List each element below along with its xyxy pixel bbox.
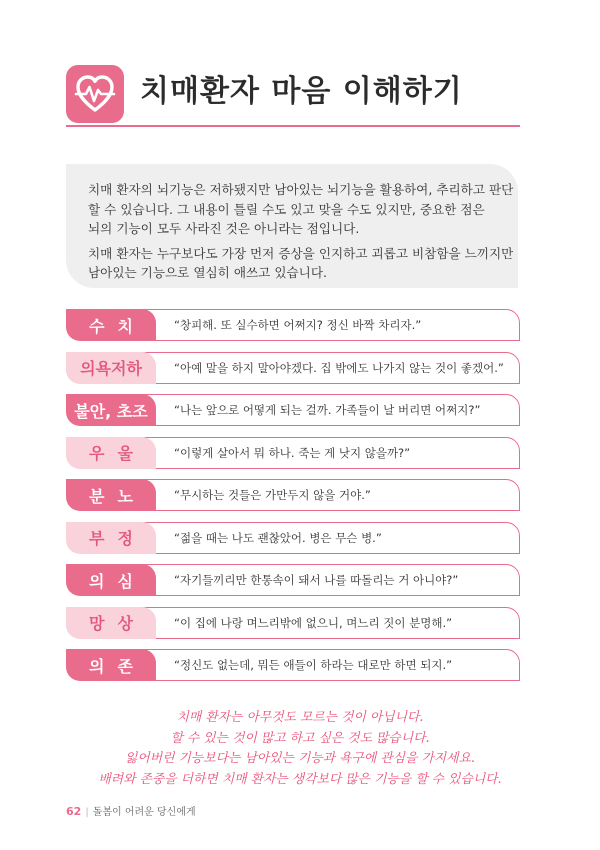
emotion-quote: “젊을 때는 나도 괜찮았어. 병은 무슨 병.” <box>174 530 382 545</box>
emotion-quote: “무시하는 것들은 가만두지 않을 거야.” <box>174 488 371 502</box>
page-title: 치매환자 마음 이해하기 <box>140 74 463 109</box>
closing-message <box>60 708 540 790</box>
emotion-label <box>66 437 156 469</box>
intro-line: 뇌의 기능이 모두 사라진 것은 아니라는 점입니다. <box>88 221 360 236</box>
emotion-label-char: 수 <box>89 316 105 336</box>
closing-line: 치매 환자는 아무것도 모르는 것이 아닙니다. <box>176 710 424 725</box>
emotion-label-text <box>89 569 133 592</box>
emotion-quote: “이렇게 살아서 뭐 하나. 죽는 게 낫지 않을까?” <box>174 445 411 460</box>
emotion-label <box>66 394 156 426</box>
emotion-label-text <box>89 484 133 507</box>
closing-line: 배려와 존중을 더하면 치매 환자는 생각보다 많은 기능을 할 수 있습니다. <box>98 771 502 787</box>
emotion-row <box>66 649 520 681</box>
emotion-label <box>66 564 156 596</box>
emotion-row <box>66 607 520 639</box>
emotion-list <box>66 309 520 692</box>
emotion-label-char: 부 <box>89 529 105 548</box>
intro-line: 치매 환자의 뇌기능은 저하됐지만 남아있는 뇌기능을 활용하여, 추리하고 판단 <box>88 182 514 197</box>
emotion-label <box>66 479 156 511</box>
title-underline <box>66 125 520 127</box>
emotion-label-char: 분 <box>89 486 105 506</box>
emotion-label-text <box>89 314 133 337</box>
emotion-label <box>66 309 156 341</box>
emotion-quote: “이 집에 나랑 며느리밖에 없으니, 며느리 짓이 분명해.” <box>174 615 453 630</box>
emotion-label-char: 상 <box>117 614 133 633</box>
emotion-label <box>66 352 156 384</box>
page-footer <box>66 803 196 818</box>
intro-paragraph-2 <box>88 244 514 283</box>
emotion-label-char: 의 <box>89 571 105 591</box>
emotion-quote: “정신도 없는데, 뭐든 애들이 하라는 대로만 하면 되지.” <box>174 658 453 672</box>
emotion-row <box>66 394 520 426</box>
intro-box <box>66 164 518 288</box>
book-title: 돌봄이 어려운 당신에게 <box>92 807 196 818</box>
emotion-label <box>66 522 156 554</box>
emotion-label-text: 의욕저하 <box>80 359 142 378</box>
emotion-label <box>66 607 156 639</box>
emotion-row <box>66 437 520 469</box>
emotion-label-text: 불안, 초조 <box>74 401 148 421</box>
page-number: 62 <box>66 805 82 818</box>
emotion-label-text <box>89 526 133 549</box>
emotion-label-char: 치 <box>117 316 133 336</box>
emotion-label-char: 의 <box>89 656 105 676</box>
emotion-row <box>66 479 520 511</box>
intro-line: 남아있는 기능으로 열심히 애쓰고 있습니다. <box>88 265 327 280</box>
intro-line: 할 수 있습니다. 그 내용이 틀릴 수도 있고 맞을 수도 있지만, 중요한 점은 <box>88 201 485 217</box>
emotion-row <box>66 564 520 596</box>
emotion-row <box>66 522 520 554</box>
emotion-row <box>66 309 520 341</box>
emotion-label-char: 우 <box>89 444 105 463</box>
emotion-label-char: 울 <box>117 444 133 463</box>
emotion-label <box>66 649 156 681</box>
emotion-label-text <box>89 654 133 677</box>
emotion-quote: “나는 앞으로 어떻게 되는 걸까. 가족들이 날 버리면 어쩌지?” <box>174 403 481 417</box>
emotion-label-char: 존 <box>117 656 133 676</box>
emotion-label-text <box>89 611 133 634</box>
emotion-quote: “창피해. 또 실수하면 어쩌지? 정신 바짝 차리자.” <box>174 318 422 332</box>
emotion-quote: “아예 말을 하지 말아야겠다. 집 밖에도 나가지 않는 것이 좋겠어.” <box>174 360 504 375</box>
emotion-row <box>66 352 520 384</box>
emotion-label-text <box>89 441 133 464</box>
footer-separator: | <box>85 807 89 818</box>
emotion-quote: “자기들끼리만 한통속이 돼서 나를 따돌리는 거 아니야?” <box>174 573 459 587</box>
heart-pulse-icon <box>66 65 124 123</box>
intro-paragraph-1 <box>88 180 514 239</box>
intro-line: 치매 환자는 누구보다도 가장 먼저 증상을 인지하고 괴롭고 비참함을 느끼지만 <box>88 245 514 261</box>
page-header <box>66 65 520 127</box>
emotion-label-char: 망 <box>89 614 105 633</box>
closing-line: 잃어버린 기능보다는 남아있는 기능과 욕구에 관심을 가지세요. <box>125 751 475 766</box>
closing-line: 할 수 있는 것이 많고 하고 싶은 것도 많습니다. <box>170 730 430 746</box>
emotion-label-char: 정 <box>117 529 133 548</box>
emotion-label-char: 심 <box>117 571 133 591</box>
emotion-label-char: 노 <box>117 486 133 506</box>
